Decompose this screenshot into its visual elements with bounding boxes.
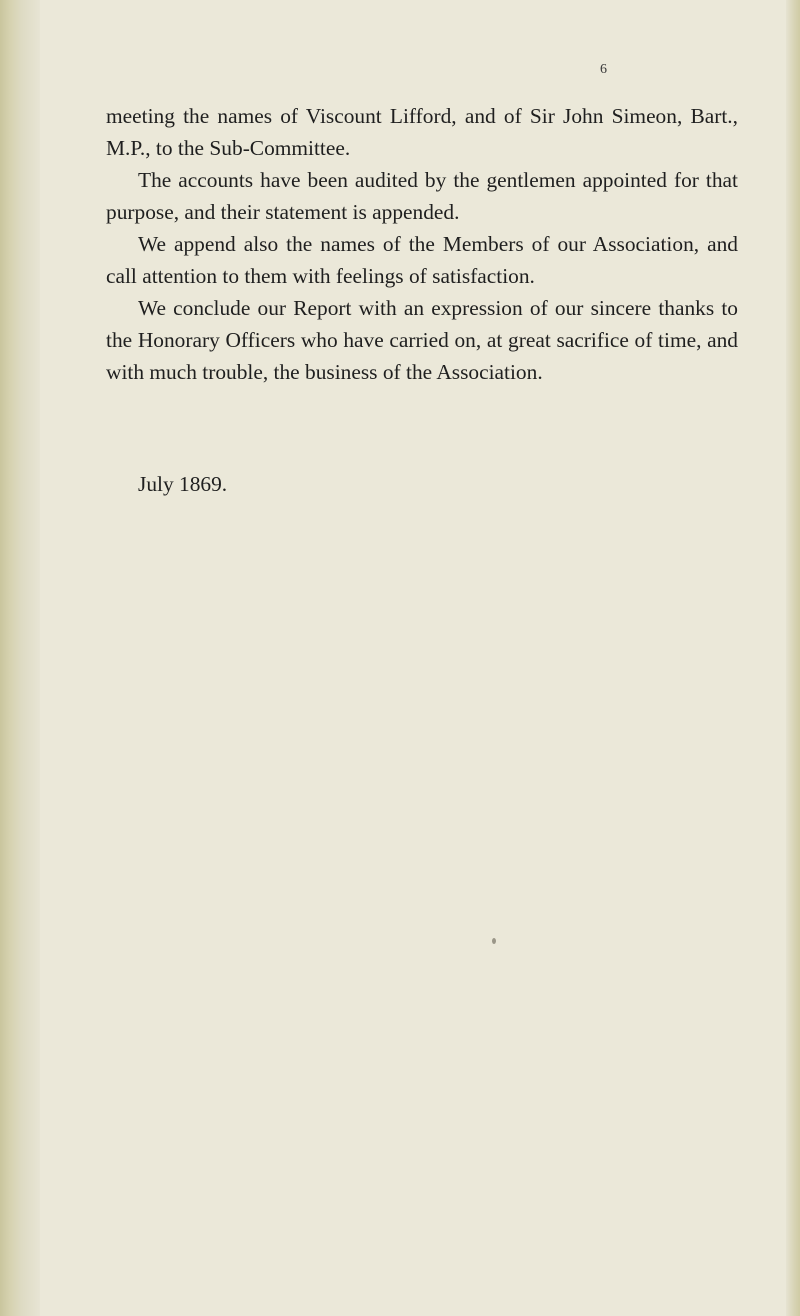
report-date: July 1869.	[138, 472, 228, 496]
page-binding-edge	[0, 0, 40, 1316]
paragraph-conclusion: We conclude our Report with an expression of our sincere thanks to the Honorary Officers who have carried on, at great sacrifice of time, and with much trouble, the business of the Association.	[106, 296, 738, 384]
paper-speck	[492, 938, 496, 944]
page-right-edge	[786, 0, 800, 1316]
paragraph-accounts: The accounts have been audited by the gentlemen appointed for that purpose, and their statement is appended.	[106, 168, 738, 224]
paragraph-sub-committee: meeting the names of Viscount Lifford, and of Sir John Simeon, Bart., M.P., to the Sub-Committee.	[106, 104, 738, 160]
paragraph-members: We append also the names of the Members of our Association, and call attention to them with feelings of satisfaction.	[106, 232, 738, 288]
page-number: 6	[600, 62, 607, 77]
report-text	[106, 100, 738, 388]
